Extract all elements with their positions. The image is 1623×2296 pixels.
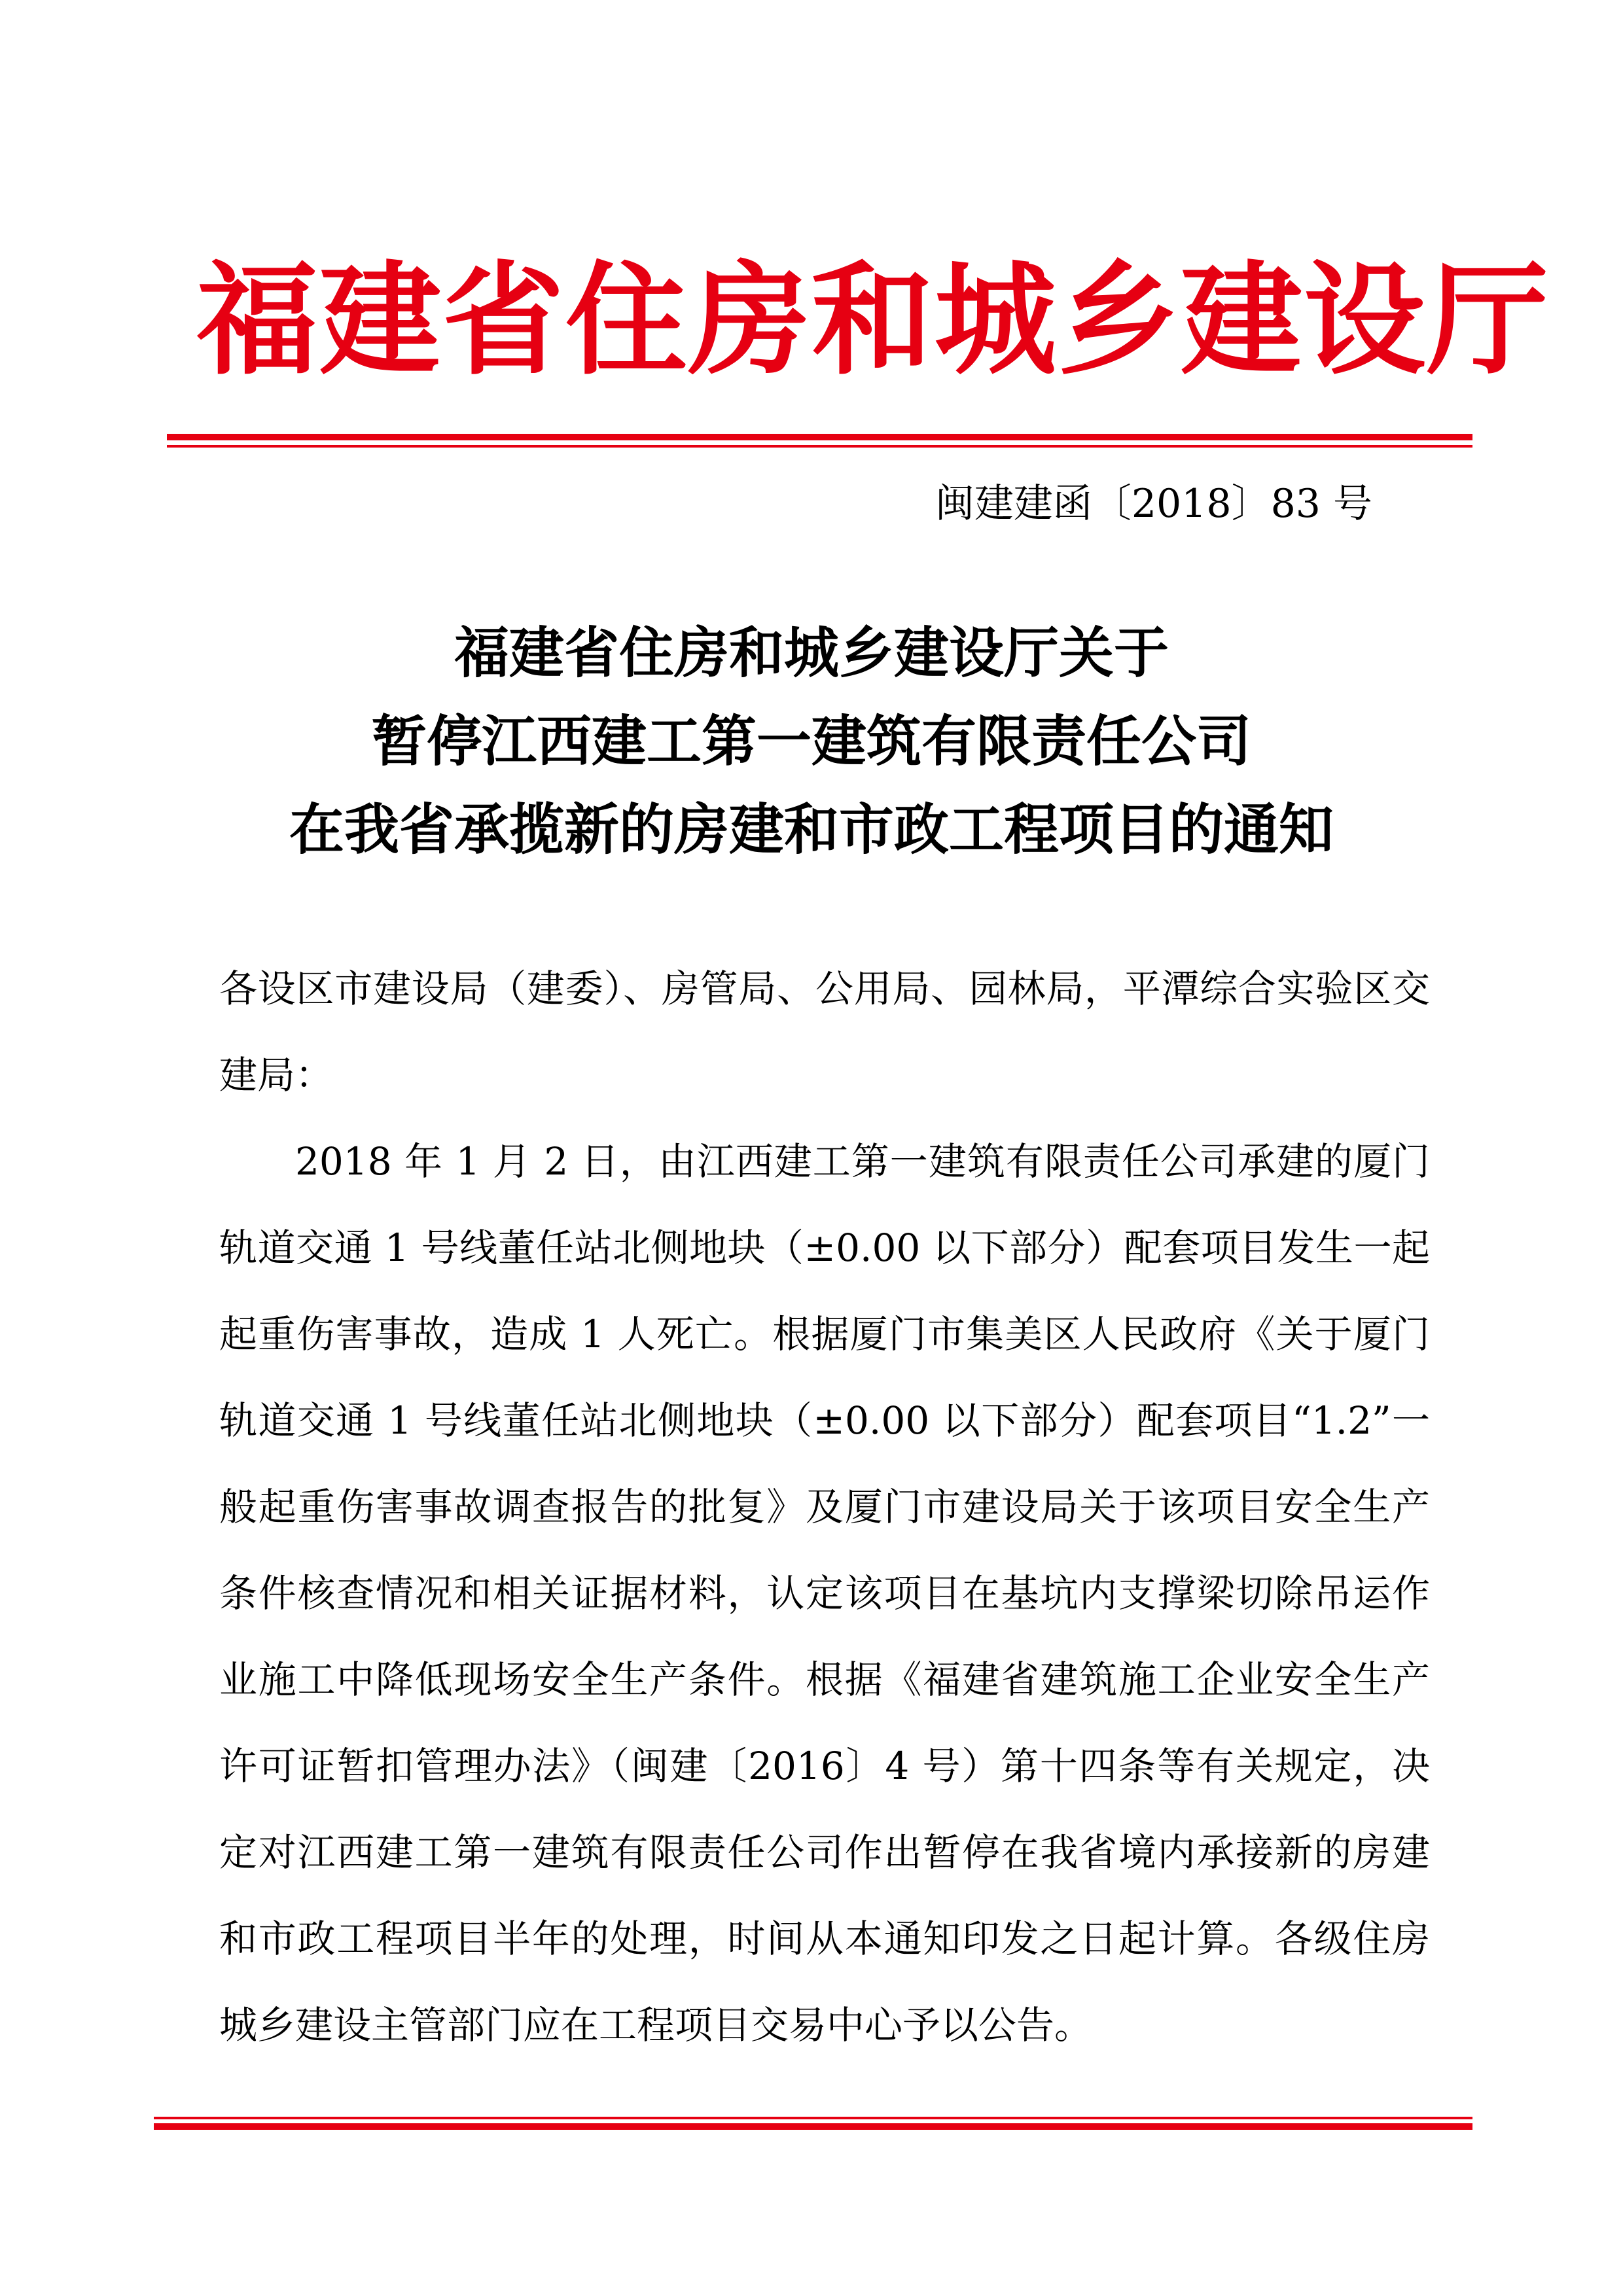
title-line-1: 福建省住房和城乡建设厅关于 [454, 620, 1169, 685]
footer-divider-thick [154, 2123, 1472, 2130]
masthead-divider-thin [167, 445, 1472, 448]
body-paragraph: 2018 年 1 月 2 日，由江西建工第一建筑有限责任公司承建的厦门轨道交通 1 号线董任站北侧地块（±0.00 以下部分）配套项目发生一起起重伤害事故，造成 1 人死亡。根据厦门市集美区人民政府《关于厦门轨道交通 1 号线董任站北侧地块（±0.00 以下部分）配套项目“1.2”一般起重伤害事故调查报告的批复》及厦门市建设局关于该项目安全生产条件核查情况和相关证据材料，认定该项目在基坑内支撑梁切除吊运作业施工中降低现场安全生产条件。根据《福建省建筑施工企业安全生产许可证暂扣管理办法》（闽建〔2016〕4 号）第十四条等有关规定，决定对江西建工第一建筑有限责任公司作出暂停在我省境内承接新的房建和市政工程项目半年的处理，时间从本通知印发之日起计算。各级住房城乡建设主管部门应在工程项目交易中心予以公告。 [219, 1139, 1430, 2047]
title-line-3: 在我省承揽新的房建和市政工程项目的通知 [289, 797, 1334, 862]
document-body [219, 945, 1430, 2068]
masthead-divider-thick [167, 434, 1472, 440]
masthead-title: 福建省住房和城乡建设厅 [196, 249, 1550, 391]
salutation: 各设区市建设局（建委）、房管局、公用局、园林局，平潭综合实验区交建局： [219, 966, 1430, 1097]
document-title [131, 609, 1492, 874]
document-number: 闽建建函〔2018〕83 号 [935, 481, 1372, 527]
footer-divider-thin [154, 2117, 1472, 2119]
title-line-2: 暂停江西建工第一建筑有限责任公司 [371, 709, 1251, 773]
